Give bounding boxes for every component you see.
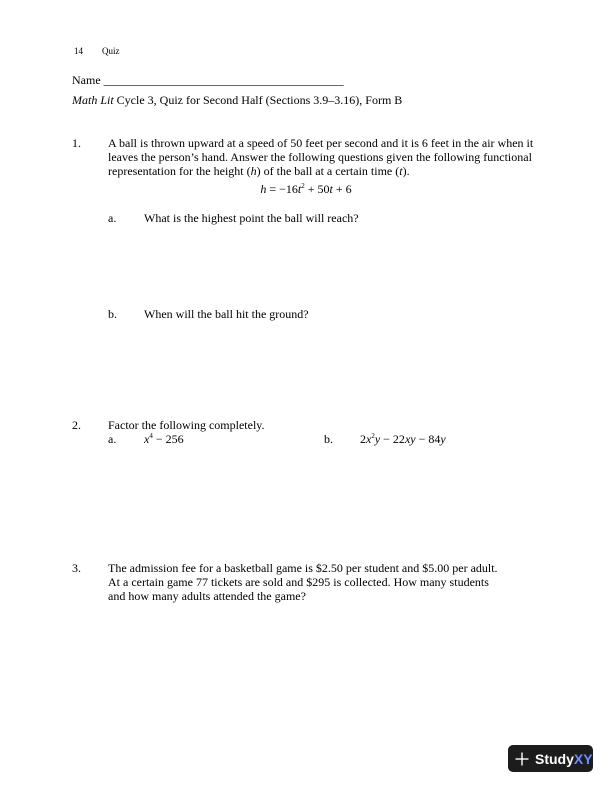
q3-line-2: At a certain game 77 tickets are sold and $295 is collected. How many students [108,575,489,589]
q1-part-a-text: What is the highest point the ball will reach? [144,211,359,225]
name-label: Name [72,73,101,87]
q1-number: 1. [72,136,81,150]
q2-part-b-expression: $2x^2y - 22xy - 84y$ [360,432,446,446]
q1-part-a-label: a. [108,211,117,225]
q1-part-b-label: b. [108,307,117,321]
plus-icon [515,752,529,766]
q2-text: Factor the following completely. [108,418,265,432]
course-name: Math Lit [72,93,114,107]
q2-part-a-label: a. [108,432,117,446]
q1-line-1: A ball is thrown upward at a speed of 50 feet per second and it is 6 feet in the air when it [108,136,534,150]
q2-part-a-expression: $x^4 - 256$ [144,432,184,446]
q1-line-3: representation for the height (h) of the ball at a certain time (t). [108,164,410,178]
q3-line-3: and how many adults attended the game? [108,589,306,603]
name-underline: ________________________________________ [103,73,344,87]
quiz-title [72,93,402,108]
q1-equation: $h = -16t^2 + 50t + 6$ [260,182,352,196]
quiz-title-rest: Cycle 3, Quiz for Second Half (Sections 3.9–3.16), Form B [113,93,403,107]
page-number: 14 [74,46,83,56]
name-line [72,73,344,88]
q3-line-1: The admission fee for a basketball game is $2.50 per student and $5.00 per adult. [108,561,498,575]
running-header: Quiz [102,46,120,56]
q2-number: 2. [72,418,81,432]
studyxy-watermark[interactable] [508,745,593,772]
q1-part-b-text: When will the ball hit the ground? [144,307,309,321]
q3-number: 3. [72,561,81,575]
q2-part-b-label: b. [324,432,333,446]
watermark-text: StudyXY [535,750,593,767]
q1-line-2: leaves the person’s hand. Answer the following questions given the following functional [108,150,532,164]
